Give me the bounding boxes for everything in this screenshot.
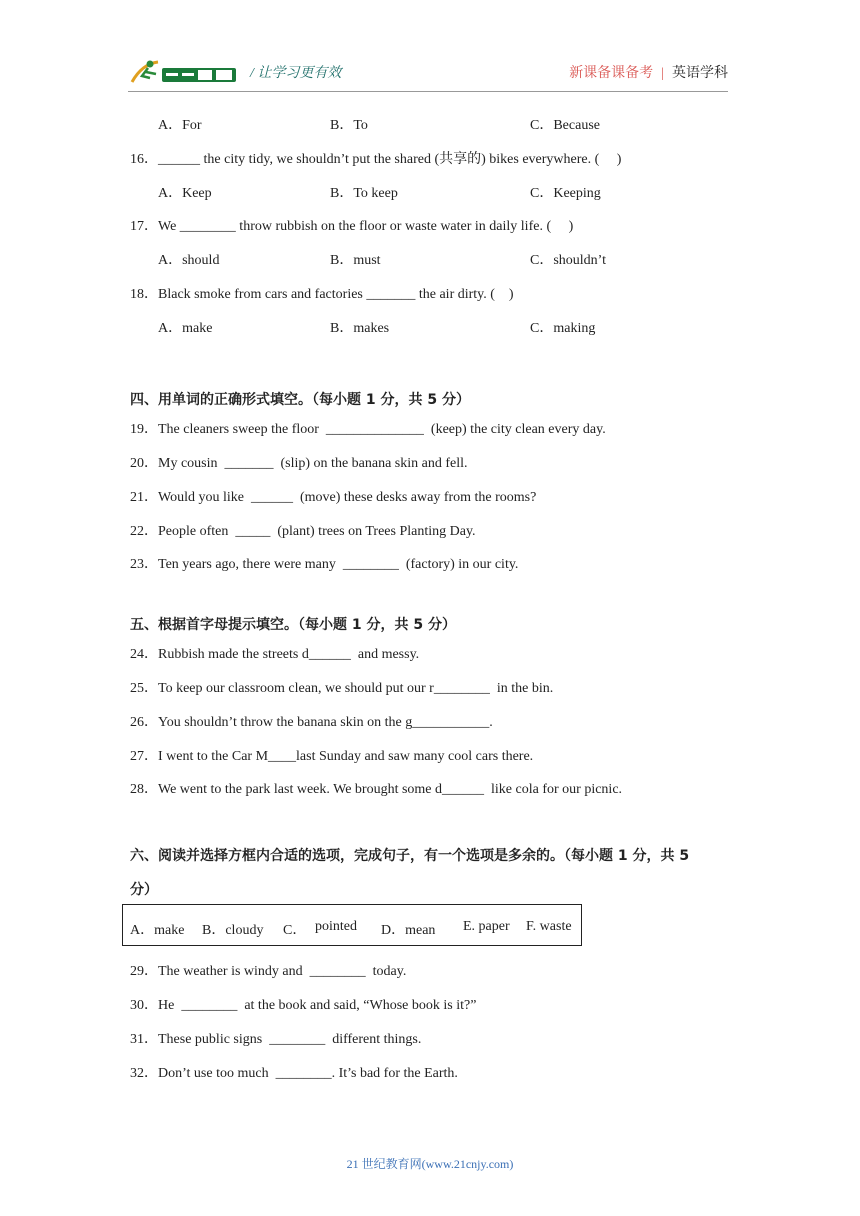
box-option-a: A．make (130, 923, 185, 938)
question-27: 27．I went to the Car M____last Sunday and saw many cool cars there. (130, 749, 534, 764)
box-option-f: F. waste (526, 919, 572, 934)
header-divider (128, 91, 728, 92)
logo-icon (128, 56, 238, 88)
question-16: 16．______ the city tidy, we shouldn’t put the shared (共享的) bikes everywhere. ( ) (130, 152, 622, 167)
question-18: 18．Black smoke from cars and factories _______ the air dirty. ( ) (130, 287, 514, 302)
question-20: 20．My cousin _______ (slip) on the banana skin and fell. (130, 456, 468, 471)
q16-option-b: B．To keep (330, 186, 398, 201)
question-19: 19．The cleaners sweep the floor ______________ (keep) the city clean every day. (130, 422, 606, 437)
q17-option-a: A．should (158, 253, 220, 268)
question-25: 25．To keep our classroom clean, we should put our r________ in the bin. (130, 681, 554, 696)
q15-option-b: B．To (330, 118, 368, 133)
question-28: 28．We went to the park last week. We brought some d______ like cola for our picnic. (130, 782, 623, 797)
q18-option-b: B．makes (330, 321, 390, 336)
q18-option-a: A．make (158, 321, 213, 336)
header-subject: 英语学科 (672, 66, 728, 81)
question-32: 32．Don’t use too much ________. It’s bad for the Earth. (130, 1066, 458, 1081)
box-option-d: D．mean (381, 923, 436, 938)
question-26: 26．You shouldn’t throw the banana skin on the g___________. (130, 715, 493, 730)
section-5-title: 五、根据首字母提示填空。（每小题 1 分，共 5 分） (130, 617, 456, 633)
section-4-title: 四、用单词的正确形式填空。（每小题 1 分，共 5 分） (130, 392, 470, 408)
header-separator: | (661, 66, 664, 81)
q17-option-b: B．must (330, 253, 381, 268)
question-17: 17．We ________ throw rubbish on the floor or waste water in daily life. ( ) (130, 219, 574, 234)
page-header (128, 52, 728, 92)
q15-option-a: A．For (158, 118, 202, 133)
question-24: 24．Rubbish made the streets d______ and messy. (130, 647, 420, 662)
question-31: 31．These public signs ________ different things. (130, 1032, 422, 1047)
box-option-e: E. paper (463, 919, 510, 934)
question-30: 30．He ________ at the book and said, “Whose book is it?” (130, 998, 477, 1013)
option-box (122, 904, 582, 946)
box-option-b: B．cloudy (202, 923, 264, 938)
question-23: 23．Ten years ago, there were many ________ (factory) in our city. (130, 557, 519, 572)
header-right (569, 62, 728, 82)
q16-option-a: A．Keep (158, 186, 212, 201)
header-slogan: / 让学习更有效 (250, 66, 342, 81)
question-22: 22．People often _____ (plant) trees on Trees Planting Day. (130, 524, 476, 539)
question-21: 21．Would you like ______ (move) these desks away from the rooms? (130, 490, 537, 505)
q17-option-c: C．shouldn’t (530, 253, 606, 268)
question-29: 29．The weather is windy and ________ today. (130, 964, 407, 979)
section-6-title-cont: 分） (130, 882, 158, 898)
box-option-c: C． (283, 923, 307, 938)
q15-option-c: C．Because (530, 118, 600, 133)
header-brand: 新课备课备考 (569, 66, 654, 81)
box-option-c-word: pointed (315, 919, 357, 934)
q16-option-c: C．Keeping (530, 186, 601, 201)
section-6-title: 六、阅读并选择方框内合适的选项，完成句子，有一个选项是多余的。（每小题 1 分，共 5 (130, 848, 690, 864)
q18-option-c: C．making (530, 321, 596, 336)
page-footer: 21 世纪教育网(www.21cnjy.com) (346, 1157, 514, 1171)
